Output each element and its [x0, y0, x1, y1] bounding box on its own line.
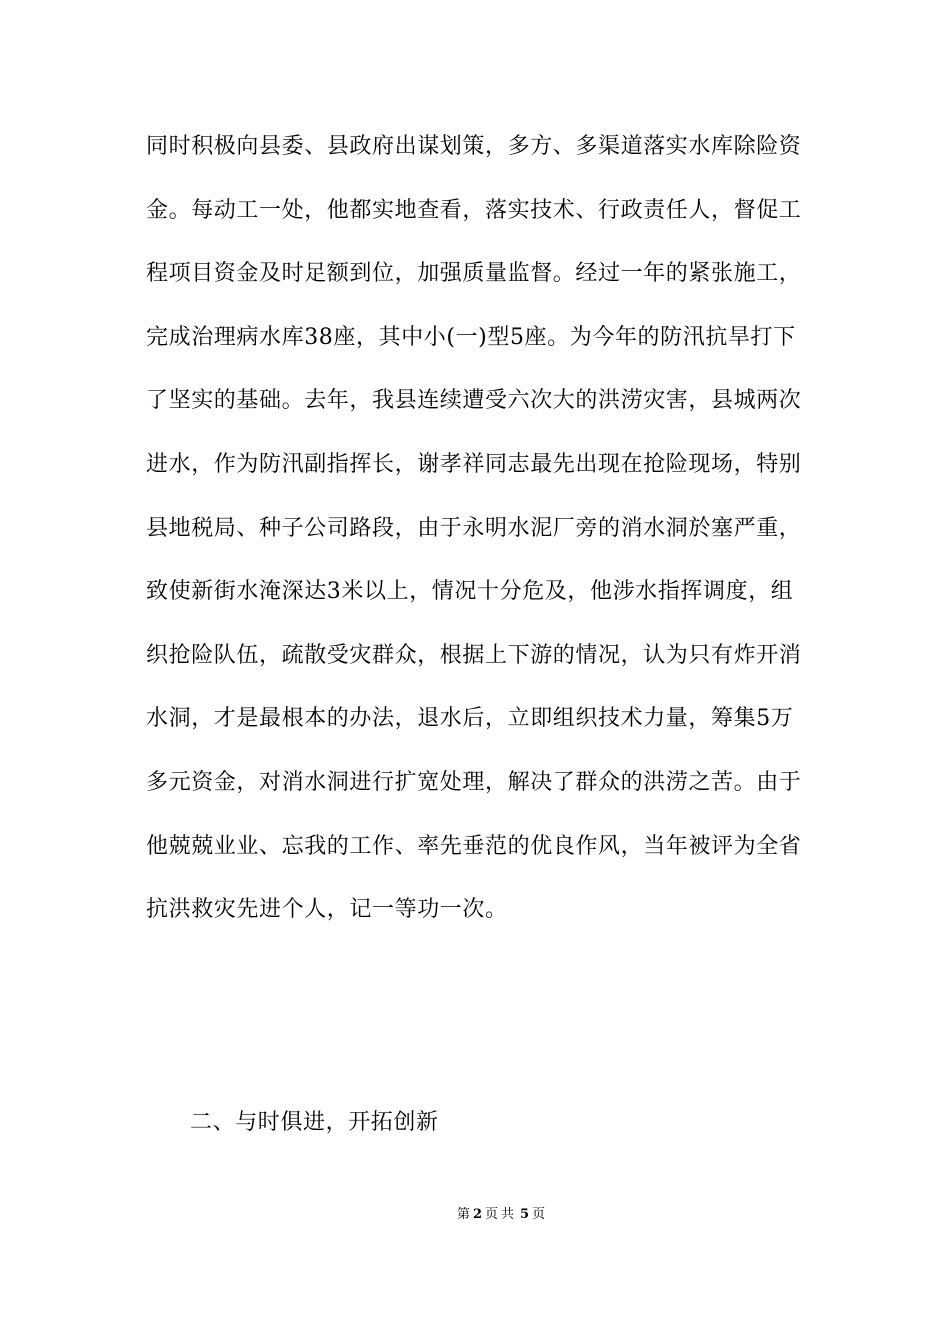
- footer-suffix: 页: [532, 1207, 546, 1222]
- current-page-number: 2: [472, 1207, 482, 1222]
- paragraph-line-4: 完成治理病水库38座，其中小(一)型5座。为今年的防汛抗旱打下: [146, 324, 796, 350]
- footer-prefix: 第: [456, 1207, 470, 1222]
- total-pages-number: 5: [520, 1207, 530, 1222]
- page-footer: [0, 1208, 950, 1221]
- paragraph-line-6: 进水，作为防汛副指挥长，谢孝祥同志最先出现在抢险现场，特别: [146, 451, 802, 477]
- paragraph-line-3: 程项目资金及时足额到位，加强质量监督。经过一年的紧张施工，: [146, 261, 802, 287]
- paragraph-line-13: 抗洪救灾先进个人，记一等功一次。: [146, 897, 508, 923]
- paragraph-line-12: 他兢兢业业、忘我的工作、率先垂范的优良作风，当年被评为全省: [146, 833, 802, 859]
- paragraph-line-9: 织抢险队伍，疏散受灾群众，根据上下游的情况，认为只有炸开消: [146, 642, 802, 668]
- footer-total-word: 共: [501, 1207, 515, 1222]
- paragraph-line-2: 金。每动工一处，他都实地查看，落实技术、行政责任人，督促工: [146, 197, 802, 223]
- paragraph-line-7: 县地税局、种子公司路段，由于永明水泥厂旁的消水洞於塞严重，: [146, 515, 802, 541]
- paragraph-line-10: 水洞，才是最根本的办法，退水后，立即组织技术力量，筹集5万: [146, 706, 794, 732]
- paragraph-line-8: 致使新街水淹深达3米以上，情况十分危及，他涉水指挥调度，组: [146, 579, 794, 605]
- section-heading: 二、与时俱进，开拓创新: [190, 1110, 439, 1135]
- footer-page-word: 页: [484, 1207, 498, 1222]
- page-number-text: [457, 1207, 545, 1222]
- paragraph-line-1: 同时积极向县委、县政府出谋划策，多方、多渠道落实水库除险资: [146, 134, 802, 159]
- document-body: [146, 136, 806, 963]
- paragraph-line-5: 了坚实的基础。去年，我县连续遭受六次大的洪涝灾害，县城两次: [146, 388, 802, 414]
- paragraph-line-11: 多元资金，对消水洞进行扩宽处理，解决了群众的洪涝之苦。由于: [146, 769, 802, 795]
